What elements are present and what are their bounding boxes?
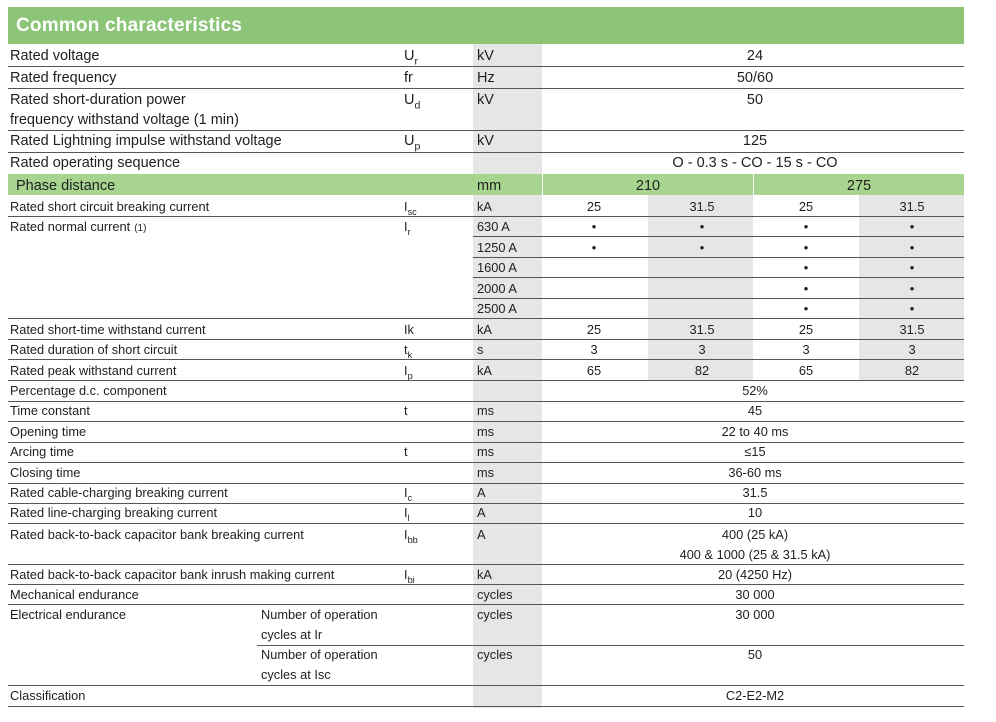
symbol [404,443,408,461]
value: 31.5 [742,485,768,500]
footnote-ref: (1) [134,223,147,234]
unit: s [477,342,484,358]
current-rating: 1600 A [477,260,517,275]
value: 30 000 [735,607,775,622]
symbol-base: I [404,527,408,542]
value: 125 [742,133,768,149]
row-divider [8,380,964,381]
symbol [404,218,411,236]
value: 50/60 [736,70,774,86]
row-label: Rated short circuit breaking current [10,199,210,214]
row-label: Classification [10,688,86,703]
row-label: Opening time [10,423,87,439]
symbol [404,504,410,522]
value: 30 000 [735,587,775,602]
symbol-subscript: l [407,513,410,524]
value: 82 [694,362,710,378]
value: 24 [746,48,764,64]
symbol [404,321,414,339]
symbol-subscript: r [414,56,418,68]
unit: kA [477,362,492,378]
phase-group-275: 275 [846,178,872,194]
row-divider [8,339,964,340]
value: 65 [586,362,602,378]
row-divider [8,359,964,360]
availability-dot: • [803,260,809,275]
sub-divider [473,298,964,299]
unit: kA [477,322,492,337]
row-label: Rated short-time withstand current [10,322,206,337]
unit: cycles [477,647,513,662]
value: C2-E2-M2 [725,688,785,703]
row-label: Arcing time [10,444,75,460]
sub-label: Number of operation [261,647,378,662]
value: 31.5 [689,199,715,214]
row-label: Rated frequency [10,70,117,86]
availability-dot: • [909,280,915,296]
value: 400 & 1000 (25 & 31.5 kA) [679,547,831,562]
availability-dot: • [909,301,915,316]
value: 36-60 ms [728,464,782,480]
row-label: Rated back-to-back capacitor bank inrush making current [10,567,335,582]
unit: kV [477,48,494,64]
value: 50 [747,647,763,662]
row-divider [8,685,964,686]
symbol-base: t [404,444,408,460]
symbol-base: fr [404,70,413,86]
availability-dot: • [803,219,809,234]
symbol [404,402,408,420]
row-divider [8,318,964,319]
symbol-base: I [404,485,408,500]
symbol [404,526,418,544]
availability-dot: • [591,239,597,255]
value: 50 [746,92,764,108]
sub-label: Number of operation [261,607,378,622]
row-divider [8,66,964,67]
row-label: Electrical endurance [10,607,126,622]
phase-distance-unit: mm [477,178,502,194]
symbol [404,484,412,502]
value: 52% [742,383,768,398]
row-label: frequency withstand voltage (1 min) [10,112,239,128]
current-rating: 630 A [477,219,510,234]
section-title: Common characteristics [16,15,243,36]
row-divider [8,88,964,89]
phase-distance-label: Phase distance [16,178,116,194]
symbol [404,566,415,584]
unit: ms [477,464,495,480]
symbol-base: I [404,505,408,521]
symbol-base: Ik [404,322,414,337]
row-divider [8,706,964,707]
value: 25 [586,322,602,337]
value: 45 [747,403,763,419]
symbol-base: t [404,403,408,419]
symbol-base: t [404,342,408,358]
availability-dot: • [909,260,915,275]
row-divider [8,216,964,217]
value: 22 to 40 ms [721,423,789,439]
sub-divider [473,257,964,258]
section-header [8,7,964,44]
group-divider [542,174,543,195]
row-label: Percentage d.c. component [10,383,167,398]
value: 82 [904,362,920,378]
row-label: Rated short-duration power [10,92,186,108]
symbol-subscript: p [407,370,413,381]
unit: ms [477,423,495,439]
normal-current-label: Rated normal current [10,219,131,234]
group-divider [753,174,754,195]
unit: kV [477,92,494,108]
symbol-subscript: bb [407,535,418,546]
symbol-base: U [404,92,415,108]
value: 3 [802,342,810,358]
row-label: Rated cable-charging breaking current [10,485,228,500]
row-label: Rated back-to-back capacitor bank breaking current [10,527,304,542]
availability-dot: • [909,239,915,255]
value: 31.5 [899,322,925,337]
value: 3 [698,342,706,358]
value: 3 [590,342,598,358]
unit: ms [477,403,495,419]
value: 400 (25 kA) [721,527,789,542]
value: 65 [798,362,814,378]
symbol-subscript: p [414,141,421,153]
sub-divider [473,236,964,237]
unit: kA [477,567,492,582]
value: 3 [908,342,916,358]
value: 25 [798,322,814,337]
unit: A [477,505,486,521]
value: 20 (4250 Hz) [718,567,792,582]
row-label: Rated operating sequence [10,155,181,171]
symbol-base: U [404,133,415,149]
row-label: Closing time [10,464,81,480]
unit: kA [477,199,492,214]
symbol [404,341,412,359]
symbol-base: I [404,219,408,234]
unit: kV [477,133,494,149]
symbol-base: I [404,362,408,378]
symbol [404,47,418,68]
unit: ms [477,444,495,460]
value: 25 [798,199,814,214]
row-label: Time constant [10,403,90,419]
symbol-subscript: d [414,100,421,112]
unit: cycles [477,607,513,622]
current-rating: 2500 A [477,301,517,316]
row-divider [8,604,964,605]
availability-dot: • [803,239,809,255]
symbol [404,91,421,112]
current-rating: 2000 A [477,280,517,296]
unit: A [477,527,486,542]
symbol-subscript: c [407,493,413,504]
value: O - 0.3 s - CO - 15 s - CO [672,155,838,171]
row-label: Rated peak withstand current [10,362,177,378]
availability-dot: • [699,239,705,255]
row-label: Rated duration of short circuit [10,342,178,358]
symbol-subscript: k [407,350,413,361]
symbol-base: U [404,48,415,64]
symbol [404,362,413,380]
value: ≤15 [744,444,766,460]
availability-dot: • [699,219,705,234]
value: 10 [747,505,763,521]
symbol-base: I [404,567,408,582]
row-divider [8,152,964,153]
value: 25 [586,199,602,214]
row-divider [8,584,964,585]
row-label: Rated Lightning impulse withstand voltage [10,133,282,149]
symbol-subscript: r [407,227,411,238]
row-label: Rated line-charging breaking current [10,505,217,521]
sub-divider [473,277,964,278]
symbol [404,69,413,87]
unit: A [477,485,486,500]
sub-label: cycles at Ir [261,627,323,642]
row-divider [8,130,964,131]
unit: cycles [477,587,513,602]
phase-group-210: 210 [635,178,661,194]
symbol-base: I [404,199,408,214]
current-rating: 1250 A [477,239,517,255]
availability-dot: • [803,301,809,316]
symbol [404,132,421,153]
value: 31.5 [899,199,925,214]
availability-dot: • [591,219,597,234]
sub-label: cycles at Isc [261,667,331,682]
row-divider [8,564,964,565]
row-label: Mechanical endurance [10,587,139,602]
row-label: Rated voltage [10,48,100,64]
row-divider [8,523,964,524]
symbol-subscript: bi [407,575,415,586]
availability-dot: • [909,219,915,234]
unit: Hz [477,70,495,86]
row-label [10,218,146,238]
symbol [404,198,417,216]
symbol-subscript: sc [407,207,417,218]
sub-divider [257,645,964,646]
availability-dot: • [803,280,809,296]
value: 31.5 [689,322,715,337]
